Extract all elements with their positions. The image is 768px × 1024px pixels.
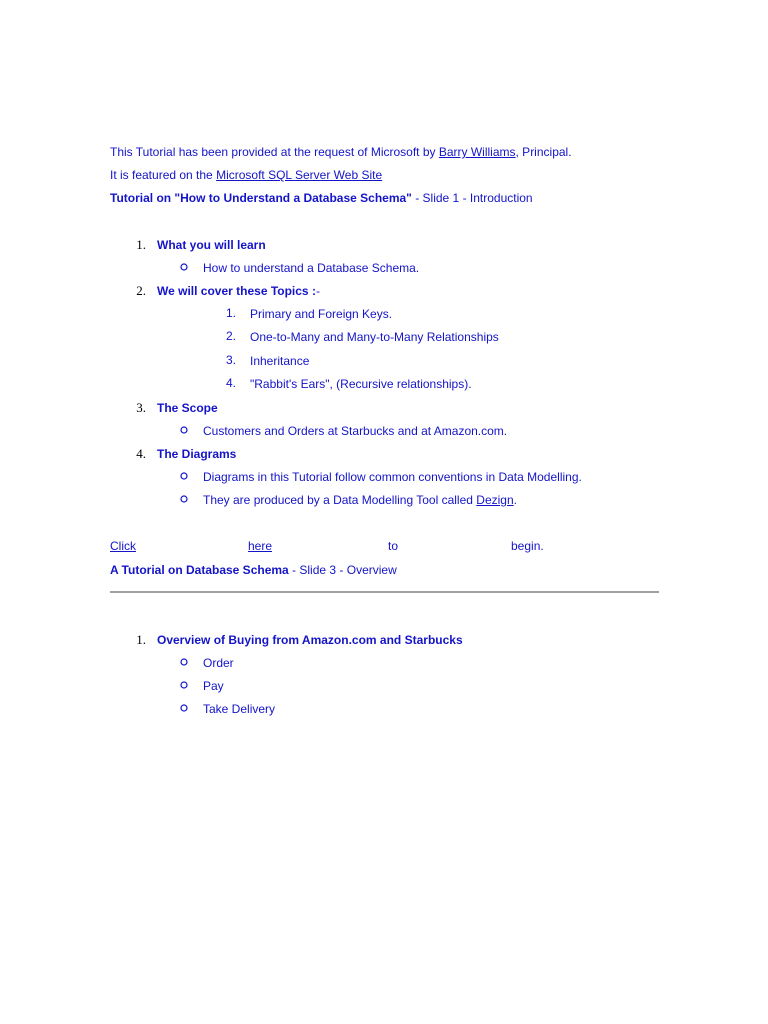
barry-williams-link[interactable]: Barry Williams [438, 145, 516, 159]
outline-3-bullet-1: Customers and Orders at Starbucks and at Amazon.com. [203, 424, 508, 438]
slide3-bullet-pay: Pay [203, 679, 224, 693]
click-here-link[interactable] [110, 538, 276, 554]
outline-4-bullet-2-suffix: . [513, 493, 517, 507]
sql-server-link[interactable]: Microsoft SQL Server Web Site [216, 168, 383, 182]
outline-heading-2-rest: - [315, 284, 320, 298]
outline-number-3: 3. [136, 400, 146, 415]
horizontal-rule [110, 591, 659, 593]
slide3-number-1: 1. [136, 632, 146, 647]
to-word: to [388, 539, 399, 553]
subitem-text-1: Primary and Foreign Keys. [250, 307, 393, 321]
outline-heading-4: The Diagrams [157, 447, 237, 461]
intro-line-1 [110, 144, 572, 160]
intro-line-1-prefix: This Tutorial has been provided at the request of Microsoft by [110, 145, 439, 159]
here-word: here [248, 539, 273, 553]
intro-line-1-suffix: , Principal. [515, 145, 572, 159]
subitem-text-3: Inheritance [250, 354, 310, 368]
outline-4-bullet-1: Diagrams in this Tutorial follow common conventions in Data Modelling. [203, 470, 582, 484]
dezign-link[interactable]: Dezign [476, 493, 514, 507]
slide3-title-rest: - Slide 3 - Overview [288, 563, 397, 577]
intro-line-2 [110, 167, 382, 183]
outline-number-4: 4. [136, 446, 146, 461]
circle-bullet-icon [180, 472, 188, 480]
intro-line-2-prefix: It is featured on the [110, 168, 217, 182]
slide3-bullet-order: Order [203, 656, 234, 670]
outline-number-1: 1. [136, 237, 146, 252]
slide3-bullet-delivery: Take Delivery [203, 702, 276, 716]
subitem-number-3: 3. [225, 353, 236, 367]
tutorial-title [110, 190, 533, 206]
subitem-number-1: 1. [225, 306, 236, 320]
subitem-text-2: One-to-Many and Many-to-Many Relationships [250, 330, 499, 344]
tutorial-title-bold: Tutorial on "How to Understand a Database Schema" [110, 191, 412, 205]
slide3-title [110, 562, 397, 578]
outline-4-bullet-2-text: They are produced by a Data Modelling Tool called [203, 493, 477, 507]
outline-heading-1: What you will learn [157, 238, 266, 252]
outline-1-bullet-1: How to understand a Database Schema. [203, 261, 420, 275]
click-word: Click [110, 539, 136, 553]
tutorial-title-rest: - Slide 1 - Introduction [411, 191, 533, 205]
outline-number-2: 2. [136, 283, 146, 298]
circle-bullet-icon [180, 681, 188, 689]
subitem-number-4: 4. [225, 376, 236, 390]
subitem-text-4: "Rabbit's Ears", (Recursive relationships). [250, 377, 472, 391]
slide3-title-bold: A Tutorial on Database Schema [110, 563, 289, 577]
begin-word: begin. [511, 539, 544, 553]
outline-heading-2-bold: We will cover these Topics : [157, 284, 316, 298]
circle-bullet-icon [180, 495, 188, 503]
circle-bullet-icon [180, 658, 188, 666]
circle-bullet-icon [180, 263, 188, 271]
outline-4-bullet-2 [203, 492, 517, 508]
circle-bullet-icon [180, 426, 188, 434]
outline-heading-2 [157, 283, 320, 299]
circle-bullet-icon [180, 704, 188, 712]
subitem-number-2: 2. [225, 329, 236, 343]
slide3-heading-1: Overview of Buying from Amazon.com and Starbucks [157, 633, 463, 647]
outline-heading-3: The Scope [157, 401, 218, 415]
